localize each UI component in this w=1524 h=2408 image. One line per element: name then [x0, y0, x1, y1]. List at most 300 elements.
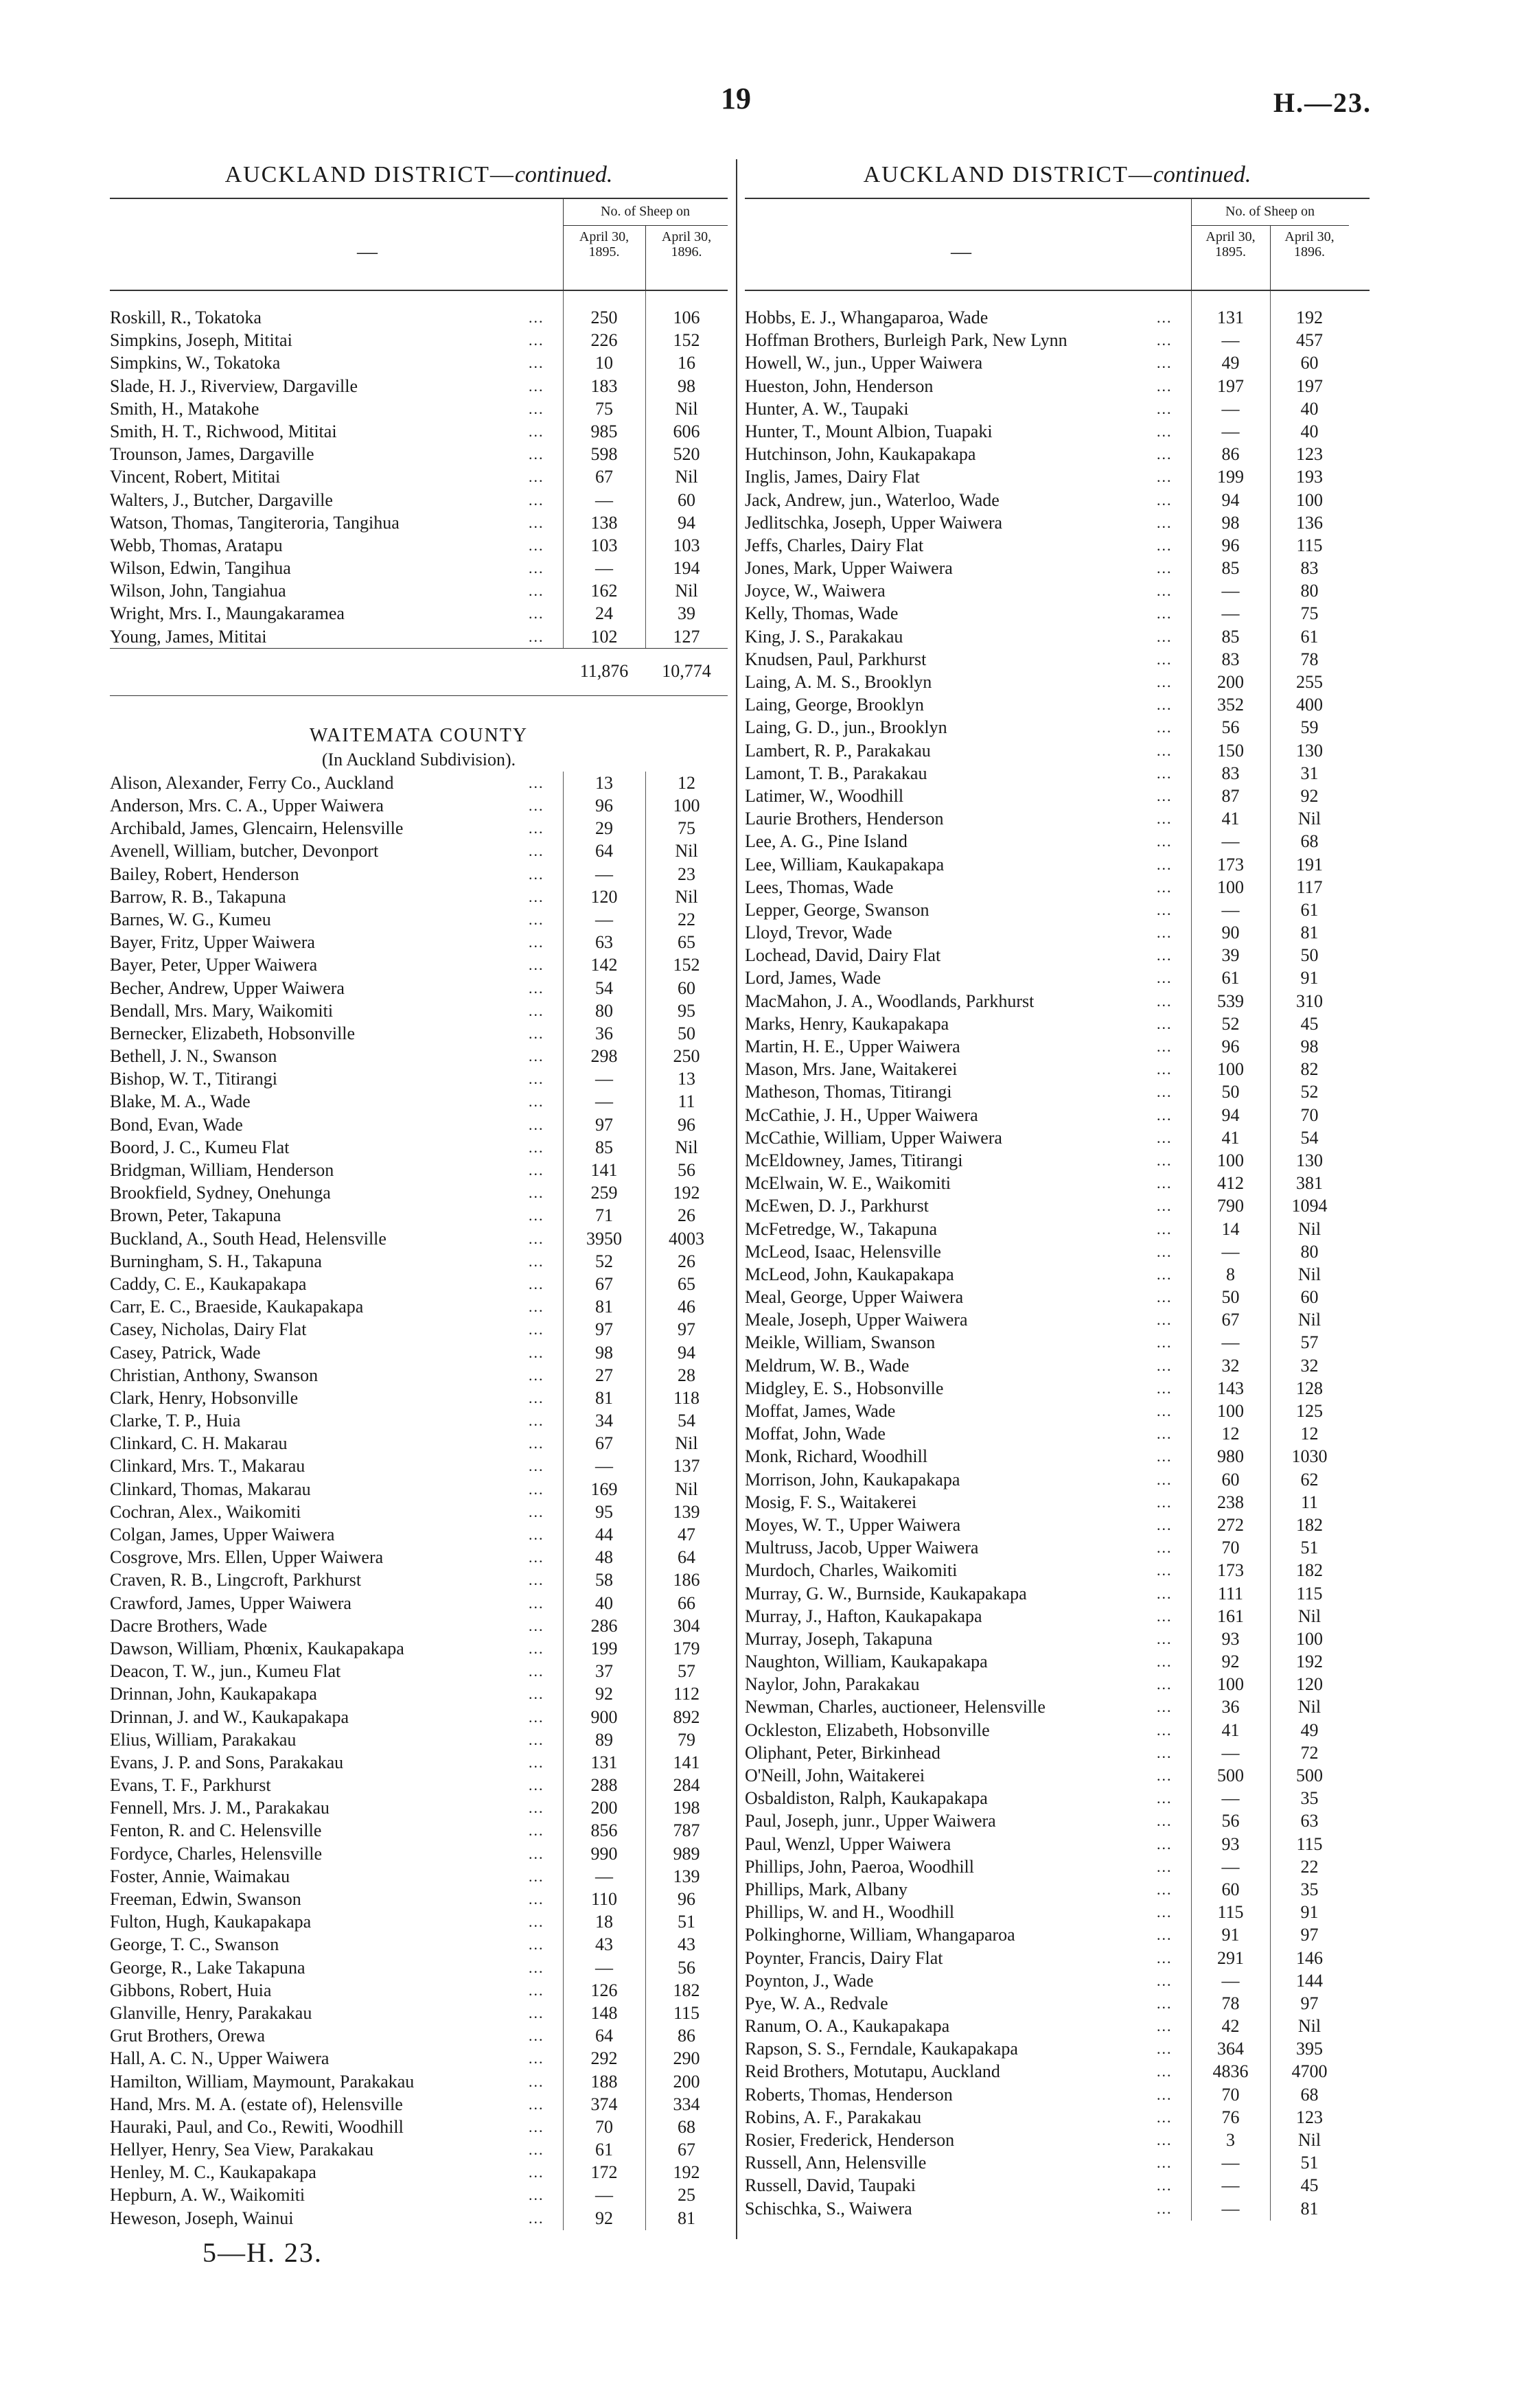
table-row — [745, 876, 1370, 899]
table-row — [110, 465, 728, 488]
sheep-1895: 56 — [1221, 717, 1240, 738]
leader-dots: ... — [1157, 1197, 1173, 1215]
sheep-1896: 50 — [1300, 945, 1319, 966]
leader-dots: ... — [529, 627, 544, 645]
holder-name: Moffat, John, Wade — [745, 1424, 886, 1444]
sheep-1896: 892 — [673, 1706, 700, 1727]
holder-name: Robins, A. F., Parakakau — [745, 2107, 922, 2127]
table-row — [745, 397, 1370, 420]
leader-dots: ... — [1157, 1994, 1173, 2012]
sheep-1895: 41 — [1221, 809, 1240, 829]
column-rule — [1191, 291, 1192, 2221]
table-row — [745, 579, 1370, 602]
sheep-1895: 238 — [1217, 1492, 1244, 1512]
sheep-1896: 40 — [1300, 398, 1319, 419]
sheep-1895: — — [1221, 398, 1240, 419]
sheep-1895: — — [1221, 899, 1240, 920]
holder-name: Russell, Ann, Helensville — [745, 2153, 927, 2173]
leader-dots: ... — [529, 1412, 544, 1430]
sheep-1896: 79 — [678, 1729, 695, 1750]
sheep-1895: 78 — [1221, 1993, 1240, 2013]
sheep-1896: 22 — [678, 909, 695, 929]
table-row — [745, 1422, 1370, 1445]
sheep-1895: 539 — [1217, 991, 1244, 1011]
holder-name: Wilson, John, Tangiahua — [110, 581, 286, 601]
leader-dots: ... — [1157, 992, 1173, 1010]
sheep-1896: 32 — [1300, 1355, 1319, 1376]
sheep-1895: 100 — [1217, 1674, 1244, 1695]
sheep-1895: 126 — [590, 1980, 618, 2000]
table-row — [745, 2060, 1370, 2083]
sheep-1896: 118 — [673, 1387, 700, 1408]
table-row — [110, 1295, 728, 1318]
sheep-1896: 22 — [1300, 1856, 1319, 1877]
sheep-1896: Nil — [1297, 1697, 1321, 1717]
holder-name: Jack, Andrew, jun., Waterloo, Wade — [745, 489, 1000, 510]
table-row — [110, 1637, 728, 1660]
sheep-1896: 47 — [678, 1525, 695, 1544]
table-row — [745, 1855, 1370, 1878]
holder-name: Bridgman, William, Henderson — [110, 1160, 334, 1180]
holder-name: Dacre Brothers, Wade — [110, 1615, 268, 1636]
table-row — [745, 1673, 1370, 1695]
holder-name: Simpkins, W., Tokatoka — [110, 353, 281, 373]
leader-dots: ... — [1157, 1265, 1173, 1283]
sheep-1896: 45 — [1300, 1013, 1319, 1034]
sheep-1895: 142 — [590, 955, 618, 975]
table-row — [745, 990, 1370, 1012]
sheep-1895: 97 — [595, 1319, 613, 1340]
sheep-1895: — — [1221, 1241, 1240, 1262]
leader-dots: ... — [1157, 1174, 1173, 1192]
holder-name: Jedlitschka, Joseph, Upper Waiwera — [745, 512, 1003, 533]
table-row — [745, 1491, 1370, 1514]
holder-name: Caddy, C. E., Kaukapakapa — [110, 1273, 307, 1294]
column-title-left — [110, 162, 728, 198]
table-row — [745, 1901, 1370, 1923]
column-title-right — [745, 162, 1370, 198]
leader-dots: ... — [1157, 2063, 1173, 2081]
table-row — [745, 1035, 1370, 1058]
table-row — [110, 1022, 728, 1045]
sheep-1895: 39 — [1221, 945, 1240, 966]
leader-dots: ... — [529, 1685, 544, 1703]
sheep-1896: 500 — [1296, 1766, 1323, 1785]
table-row — [745, 1628, 1370, 1650]
holder-name: Anderson, Mrs. C. A., Upper Waiwera — [110, 796, 384, 815]
sheep-1896: 65 — [678, 932, 695, 953]
holder-name: Lee, William, Kaukapakapa — [745, 854, 945, 875]
holder-name: Elius, William, Parakakau — [110, 1729, 297, 1750]
holder-name: Bailey, Robert, Henderson — [110, 864, 299, 884]
table-row — [110, 1842, 728, 1865]
sheep-1896: Nil — [1297, 809, 1321, 829]
leader-dots: ... — [1157, 1448, 1173, 1466]
holder-name: Phillips, W. and H., Woodhill — [745, 1902, 955, 1923]
table-row — [110, 1455, 728, 1477]
sheep-1895: — — [595, 1069, 613, 1089]
sheep-1896: 100 — [1296, 489, 1323, 510]
holder-name: McCathie, William, Upper Waiwera — [745, 1127, 1002, 1148]
sheep-1895: 4836 — [1212, 2061, 1249, 2082]
sheep-1895: 34 — [595, 1411, 613, 1431]
sheep-1895: 95 — [595, 1501, 613, 1522]
sheep-1896: 43 — [678, 1934, 695, 1955]
sheep-1895: 97 — [595, 1114, 613, 1135]
sheep-1896: 61 — [1300, 899, 1319, 920]
holder-name: Poynton, J., Wade — [745, 1970, 874, 1991]
sheep-1896: 192 — [1296, 308, 1323, 327]
table-row — [745, 944, 1370, 966]
sheep-1895: 52 — [595, 1251, 613, 1271]
section-title: WAITEMATA COUNTY — [309, 724, 529, 746]
holder-name: Hellyer, Henry, Sea View, Parakakau — [110, 2140, 374, 2160]
leader-dots: ... — [1157, 422, 1173, 440]
sheep-1895: — — [1221, 330, 1240, 351]
holder-name: Blake, M. A., Wade — [110, 1091, 251, 1112]
holder-name: Meikle, William, Swanson — [745, 1332, 936, 1353]
leader-dots: ... — [529, 1343, 544, 1361]
holder-name: Hutchinson, John, Kaukapakapa — [745, 444, 976, 465]
leader-dots: ... — [1157, 719, 1173, 737]
leader-dots: ... — [1157, 1311, 1173, 1329]
table-row — [745, 351, 1370, 374]
leader-dots: ... — [1157, 673, 1173, 691]
sheep-1896: 182 — [1296, 1514, 1323, 1535]
sheep-1895: 87 — [1221, 785, 1240, 806]
leader-dots: ... — [1157, 1061, 1173, 1078]
leader-dots: ... — [529, 1844, 544, 1862]
holder-name: Smith, H., Matakohe — [110, 398, 259, 419]
holder-name: Ranum, O. A., Kaukapakapa — [745, 2016, 950, 2037]
leader-dots: ... — [529, 1275, 544, 1293]
sheep-1896: 112 — [673, 1684, 700, 1704]
table-row — [745, 1605, 1370, 1628]
leader-dots: ... — [1157, 1857, 1173, 1875]
sheep-1896: 606 — [673, 421, 700, 441]
leader-dots: ... — [1157, 559, 1173, 577]
leader-dots: ... — [1157, 1676, 1173, 1693]
sheep-1896: Nil — [675, 841, 698, 861]
table-row — [110, 863, 728, 885]
sheep-1895: 43 — [595, 1934, 613, 1955]
leader-dots: ... — [529, 1639, 544, 1657]
sheep-1896: 4700 — [1291, 2061, 1328, 2082]
leader-dots: ... — [529, 1708, 544, 1726]
holder-name: Moffat, James, Wade — [745, 1401, 896, 1421]
table-row — [110, 794, 728, 817]
column-rule — [645, 291, 646, 648]
holder-name: Phillips, Mark, Albany — [745, 1879, 908, 1899]
table-row — [745, 1878, 1370, 1901]
sheep-1896: 97 — [1300, 1925, 1319, 1945]
sheep-1896: 152 — [673, 330, 700, 351]
sheep-1895: 41 — [1221, 1720, 1240, 1740]
sheep-1895: 141 — [590, 1160, 618, 1180]
sheep-1896: 117 — [1296, 877, 1323, 897]
holder-name: Paul, Joseph, junr., Upper Waiwera — [745, 1811, 996, 1831]
leader-dots: ... — [1157, 491, 1173, 509]
table-row — [745, 1194, 1370, 1217]
sheep-1896: 81 — [1300, 2198, 1319, 2219]
sheep-1896: 139 — [673, 1866, 700, 1886]
sheep-1896: 35 — [1300, 1788, 1319, 1809]
leader-dots: ... — [1157, 1334, 1173, 1352]
sheep-1896: 137 — [673, 1456, 700, 1477]
holder-name: Hunter, T., Mount Albion, Tuapaki — [745, 421, 993, 441]
table-row — [745, 1080, 1370, 1103]
table-row — [745, 2015, 1370, 2037]
table-row — [110, 1865, 728, 1888]
sheep-1895: 29 — [595, 818, 613, 839]
sheep-1895: 259 — [590, 1183, 618, 1203]
sheep-1895: — — [1221, 831, 1240, 852]
sheep-1895: 63 — [595, 932, 613, 953]
table-row — [110, 1136, 728, 1159]
table-row — [745, 671, 1370, 693]
sheep-1895: 92 — [1221, 1652, 1240, 1672]
sheep-1896: 4003 — [669, 1228, 704, 1249]
table-row — [745, 1445, 1370, 1468]
holder-name: Deacon, T. W., jun., Kumeu Flat — [110, 1661, 341, 1682]
holder-name: Newman, Charles, auctioneer, Helensville — [745, 1697, 1046, 1717]
holder-name: Lord, James, Wade — [745, 968, 881, 988]
table-row — [745, 853, 1370, 876]
leader-dots: ... — [529, 1526, 544, 1543]
holder-name: Kelly, Thomas, Wade — [745, 603, 899, 624]
leader-dots: ... — [1157, 536, 1173, 554]
table-row — [110, 2184, 728, 2206]
table-row — [745, 1308, 1370, 1331]
sheep-1896: 12 — [1300, 1424, 1319, 1444]
leader-dots: ... — [1157, 1128, 1173, 1146]
table-row — [745, 329, 1370, 351]
sheep-1896: Nil — [675, 398, 698, 419]
sheep-1895: 598 — [590, 444, 618, 465]
sheep-1896: 60 — [1300, 353, 1319, 373]
sheep-1896: 1030 — [1291, 1446, 1328, 1467]
leader-dots: ... — [529, 1571, 544, 1589]
table-row — [110, 579, 728, 602]
holder-name: Lloyd, Trevor, Wade — [745, 923, 892, 943]
leader-dots: ... — [1157, 1971, 1173, 1989]
sheep-1895: 85 — [1221, 626, 1240, 647]
holder-name: Grut Brothers, Orewa — [110, 2026, 265, 2046]
leader-dots: ... — [529, 1435, 544, 1452]
sheep-1895: 60 — [1221, 1879, 1240, 1899]
holder-name: Crawford, James, Upper Waiwera — [110, 1593, 351, 1613]
sheep-1896: 989 — [673, 1843, 700, 1864]
leader-dots: ... — [1157, 1425, 1173, 1443]
leader-dots: ... — [1157, 1516, 1173, 1533]
sheep-1896: 26 — [678, 1251, 695, 1271]
table-row — [110, 1910, 728, 1933]
leader-dots: ... — [529, 582, 544, 600]
leader-dots: ... — [529, 2141, 544, 2159]
sheep-1895: 14 — [1221, 1218, 1240, 1239]
table-row — [745, 1741, 1370, 1764]
sheep-1896: 136 — [1296, 512, 1323, 533]
sheep-1896: 192 — [1296, 1652, 1323, 1672]
table-row — [745, 2174, 1370, 2197]
holder-name: Bishop, W. T., Titirangi — [110, 1069, 277, 1089]
holder-name: Hueston, John, Henderson — [745, 375, 934, 396]
leader-dots: ... — [1157, 1083, 1173, 1101]
holder-name: Avenell, William, butcher, Devonport — [110, 841, 379, 861]
table-row — [110, 2138, 728, 2161]
leader-dots: ... — [529, 1298, 544, 1316]
table-row — [110, 1979, 728, 2002]
leader-dots: ... — [529, 309, 544, 326]
sheep-1896: 250 — [673, 1046, 700, 1067]
holder-name: Dawson, William, Phœnix, Kaukapakapa — [110, 1638, 404, 1658]
sheep-1895: 61 — [595, 2140, 613, 2160]
holder-name: MacMahon, J. A., Woodlands, Parkhurst — [745, 991, 1035, 1011]
holder-name: Foster, Annie, Waimakau — [110, 1866, 290, 1886]
table-row — [745, 1058, 1370, 1080]
table-row — [110, 1956, 728, 1979]
table-row — [110, 1318, 728, 1341]
holder-name: Latimer, W., Woodhill — [745, 785, 904, 806]
sheep-1895: 150 — [1217, 740, 1244, 761]
table-row — [745, 1286, 1370, 1308]
table-row — [745, 1764, 1370, 1787]
sheep-1895: 60 — [1221, 1469, 1240, 1490]
sheep-1895: 93 — [1221, 1833, 1240, 1854]
sheep-1896: 130 — [1296, 1150, 1323, 1170]
header-dash: — — [951, 240, 971, 263]
sheep-1895: 226 — [590, 330, 618, 351]
table-row — [745, 511, 1370, 534]
table-row — [745, 2106, 1370, 2129]
sheep-1896: 49 — [1300, 1720, 1319, 1740]
sheep-1895: 110 — [590, 1889, 618, 1909]
sheep-1896: Nil — [675, 467, 698, 487]
leader-dots: ... — [1157, 1493, 1173, 1511]
sheep-1895: 96 — [1221, 1037, 1240, 1056]
leader-dots: ... — [529, 1184, 544, 1202]
leader-dots: ... — [1157, 377, 1173, 395]
table-row — [745, 375, 1370, 397]
sheep-1896: 65 — [678, 1273, 695, 1294]
leader-dots: ... — [529, 1229, 544, 1247]
sheep-1896: 1094 — [1291, 1196, 1328, 1216]
table-row — [745, 921, 1370, 944]
sheep-1896: 54 — [1300, 1127, 1319, 1148]
sheep-1896: 82 — [1300, 1059, 1319, 1080]
table-row — [745, 785, 1370, 807]
sheep-1896: 115 — [1296, 535, 1323, 555]
table-row — [110, 534, 728, 557]
sheep-1895: 96 — [1221, 535, 1240, 555]
sheep-1895: 48 — [595, 1547, 613, 1568]
leader-dots: ... — [1157, 650, 1173, 668]
holder-name: Phillips, John, Paeroa, Woodhill — [745, 1856, 974, 1877]
table-row — [745, 1582, 1370, 1605]
table-row — [110, 1387, 728, 1409]
sheep-1896: 80 — [1300, 581, 1319, 601]
sheep-1895: 76 — [1221, 2107, 1240, 2127]
holder-name: Alison, Alexander, Ferry Co., Auckland — [110, 772, 394, 793]
table-row — [110, 1250, 728, 1273]
sheep-1896: 97 — [1300, 1993, 1319, 2013]
sheep-1896: 91 — [1300, 1902, 1319, 1923]
table-header-left — [110, 198, 728, 291]
header-date-1896: April 30, 1896. — [661, 229, 712, 259]
sheep-1895: 64 — [595, 841, 613, 861]
sheep-1895: — — [595, 1091, 613, 1112]
table-row — [110, 2093, 728, 2116]
table-row — [745, 1695, 1370, 1718]
table-row — [110, 1796, 728, 1819]
holder-name: Lamont, T. B., Parakakau — [745, 763, 927, 783]
sheep-1896: 91 — [1300, 968, 1319, 988]
sheep-1896: Nil — [675, 581, 698, 601]
sheep-1896: Nil — [1297, 1606, 1321, 1626]
table-row — [110, 2002, 728, 2024]
sheep-1895: 67 — [595, 1273, 613, 1294]
holder-name: George, T. C., Swanson — [110, 1934, 279, 1955]
leader-dots: ... — [529, 1002, 544, 1019]
sheep-1895: 172 — [590, 2162, 618, 2183]
holder-name: Clinkard, C. H. Makarau — [110, 1433, 288, 1454]
right-column — [745, 162, 1370, 2220]
leader-dots: ... — [529, 354, 544, 372]
sheep-1895: — — [1221, 581, 1240, 601]
sheep-1895: 900 — [590, 1706, 618, 1727]
sheep-1896: 86 — [678, 2026, 695, 2046]
sheep-1895: 32 — [1221, 1355, 1240, 1376]
table-header-right — [745, 198, 1370, 291]
holder-name: Bethell, J. N., Swanson — [110, 1046, 277, 1067]
sheep-1896: Nil — [675, 1433, 698, 1454]
sheep-1895: — — [595, 1866, 613, 1886]
holder-name: Henley, M. C., Kaukapakapa — [110, 2162, 316, 2183]
table-row — [745, 1719, 1370, 1741]
leader-dots: ... — [1157, 2131, 1173, 2149]
holder-name: Morrison, John, Kaukapakapa — [745, 1469, 960, 1490]
sheep-1896: 192 — [673, 2162, 700, 2183]
header-date-1895: April 30, 1895. — [1205, 229, 1256, 259]
holder-name: McCathie, J. H., Upper Waiwera — [745, 1104, 978, 1125]
leader-dots: ... — [1157, 1698, 1173, 1716]
leader-dots: ... — [529, 1480, 544, 1498]
header-dash: — — [357, 240, 378, 263]
sheep-1895: 67 — [595, 467, 613, 487]
table-row — [110, 511, 728, 534]
sheep-1895: 272 — [1217, 1514, 1244, 1535]
leader-dots: ... — [1157, 468, 1173, 486]
sheep-1895: 374 — [590, 2094, 618, 2114]
table-row — [745, 899, 1370, 921]
holder-name: Casey, Patrick, Wade — [110, 1342, 261, 1363]
table-row — [110, 1523, 728, 1546]
sheep-1895: 91 — [1221, 1925, 1240, 1945]
holder-name: Barrow, R. B., Takapuna — [110, 886, 286, 907]
holder-name: McLeod, Isaac, Helensville — [745, 1241, 941, 1262]
leader-dots: ... — [529, 513, 544, 531]
holder-name: O'Neill, John, Waitakerei — [745, 1766, 925, 1785]
sheep-1896: 67 — [678, 2140, 695, 2160]
table-row — [745, 2083, 1370, 2106]
sheep-1896: 192 — [673, 1183, 700, 1203]
leader-dots: ... — [529, 2209, 544, 2227]
sheep-1896: 123 — [1296, 2107, 1323, 2127]
sheep-1896: 194 — [673, 558, 700, 579]
sheep-1896: 92 — [1300, 785, 1319, 806]
holder-name: Lees, Thomas, Wade — [745, 877, 894, 897]
table-row — [110, 817, 728, 840]
